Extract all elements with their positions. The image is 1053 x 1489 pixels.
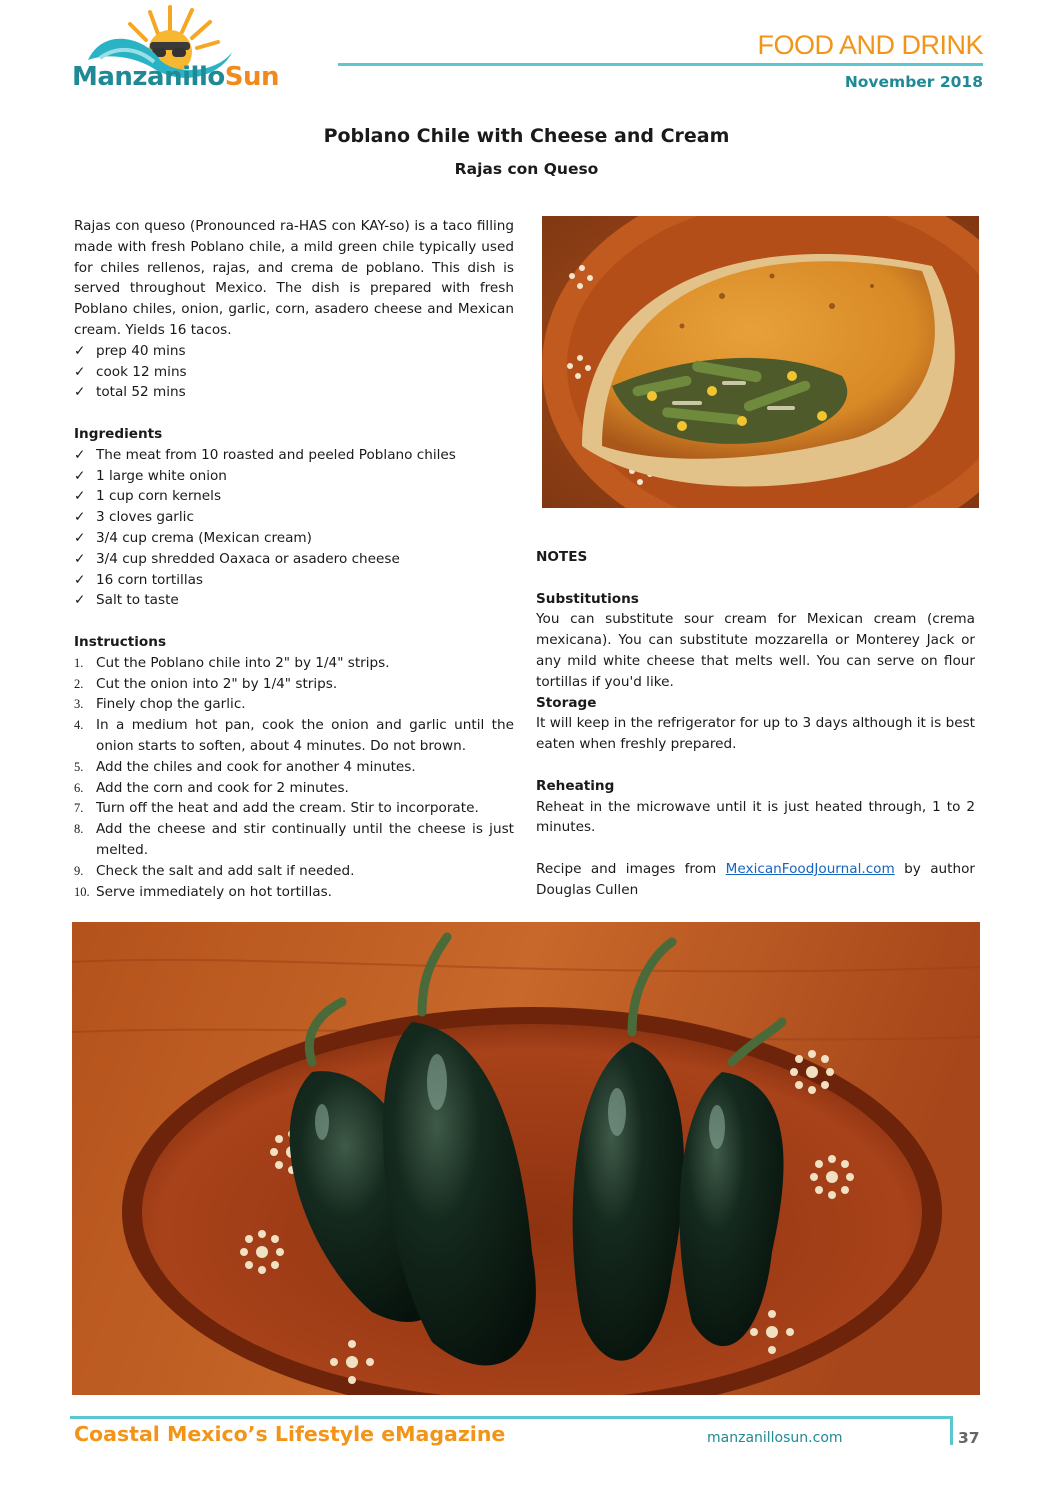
list-item: ✓ cook 12 mins: [74, 362, 514, 383]
check-icon: ✓: [74, 384, 86, 401]
footer-divider: [70, 1416, 953, 1419]
check-icon: ✓: [74, 592, 86, 609]
list-item: 2. Cut the onion into 2" by 1/4" strips.: [74, 675, 338, 692]
time-list: [74, 341, 514, 403]
list-item: ✓ 1 cup corn kernels: [74, 486, 514, 507]
list-item: ✓ 3/4 cup crema (Mexican cream): [74, 528, 514, 549]
instructions-list: [74, 653, 514, 903]
reheating-paragraph: Reheat in the microwave until it is just heated through, 1 to 2 minutes.: [536, 798, 975, 836]
check-icon: ✓: [74, 342, 86, 359]
reheating-heading: Reheating: [536, 777, 615, 794]
ingredients-list: [74, 445, 514, 611]
list-item: ✓ 3/4 cup shredded Oaxaca or asadero cheese: [74, 549, 514, 570]
list-item: 4. In a medium hot pan, cook the onion and garlic until the onion starts to soften, about 4 minutes. Do not brown.: [74, 717, 514, 754]
list-item: ✓ total 52 mins: [74, 382, 514, 403]
recipe-right-column: [536, 547, 975, 901]
list-item: ✓ Salt to taste: [74, 590, 514, 611]
ingredients-heading: Ingredients: [74, 425, 163, 442]
list-item: ✓ 16 corn tortillas: [74, 570, 514, 591]
credit-paragraph: Recipe and images from MexicanFoodJournal.com by author Douglas Cullen: [536, 860, 975, 898]
list-item: 8. Add the cheese and stir continually until the cheese is just melted.: [74, 821, 514, 858]
page-number: 37: [958, 1429, 980, 1447]
article-subtitle: Rajas con Queso: [454, 160, 599, 178]
list-item: ✓ prep 40 mins: [74, 341, 514, 362]
substitutions-paragraph: You can substitute sour cream for Mexican cream (crema mexicana). You can substitute mozzarella or Monterey Jack or any mild white cheese that melts well. You can serve on flour tortillas if you'd like.: [536, 611, 975, 690]
footer-tagline: Coastal Mexico’s Lifestyle eMagazine: [74, 1422, 506, 1446]
footer-website-link[interactable]: manzanillosun.com: [707, 1430, 843, 1446]
header-divider: [338, 63, 983, 66]
check-icon: ✓: [74, 467, 86, 484]
check-icon: ✓: [74, 488, 86, 505]
check-icon: ✓: [74, 550, 86, 567]
logo-name-part2: Sun: [224, 62, 279, 92]
poblano-chiles-photo: [72, 922, 980, 1395]
list-item: 7. Turn off the heat and add the cream. Stir to incorporate.: [74, 800, 479, 817]
intro-paragraph: Rajas con queso (Pronounced ra-HAS con KAY-so) is a taco filling made with fresh Poblano chile, a mild green chile typically used for chiles rellenos, rajas, and crema de poblano. This dish is served throughout Mexico. The dish is prepared with fresh Poblano chiles, onion, garlic, corn, asadero cheese and Mexican cream. Yields 16 tacos.: [74, 218, 514, 338]
list-item: 3. Finely chop the garlic.: [74, 696, 246, 713]
check-icon: ✓: [74, 446, 86, 463]
logo-wordmark: [72, 62, 279, 92]
section-label: FOOD AND DRINK: [757, 30, 983, 60]
article-title: Poblano Chile with Cheese and Cream: [323, 125, 730, 147]
issue-date: November 2018: [844, 73, 983, 91]
list-item: ✓ 3 cloves garlic: [74, 507, 514, 528]
notes-heading: NOTES: [536, 549, 588, 565]
check-icon: ✓: [74, 529, 86, 546]
footer-divider-vertical: [950, 1416, 953, 1445]
source-link[interactable]: MexicanFoodJournal.com: [725, 860, 895, 877]
recipe-left-column: [74, 216, 514, 902]
list-item: 1. Cut the Poblano chile into 2" by 1/4" strips.: [74, 654, 390, 671]
list-item: 10. Serve immediately on hot tortillas.: [74, 883, 332, 900]
check-icon: ✓: [74, 363, 86, 380]
list-item: 9. Check the salt and add salt if needed.: [74, 862, 355, 879]
check-icon: ✓: [74, 509, 86, 526]
storage-heading: Storage: [536, 694, 597, 711]
tacos-photo: [542, 216, 979, 508]
check-icon: ✓: [74, 571, 86, 588]
list-item: 6. Add the corn and cook for 2 minutes.: [74, 779, 349, 796]
substitutions-heading: Substitutions: [536, 590, 639, 607]
instructions-heading: Instructions: [74, 633, 167, 650]
list-item: 5. Add the chiles and cook for another 4 minutes.: [74, 758, 416, 775]
list-item: ✓ 1 large white onion: [74, 466, 514, 487]
storage-paragraph: It will keep in the refrigerator for up to 3 days although it is best eaten when freshly prepared.: [536, 715, 975, 753]
logo-name-part1: Manzanillo: [72, 62, 225, 92]
list-item: ✓ The meat from 10 roasted and peeled Poblano chiles: [74, 445, 514, 466]
